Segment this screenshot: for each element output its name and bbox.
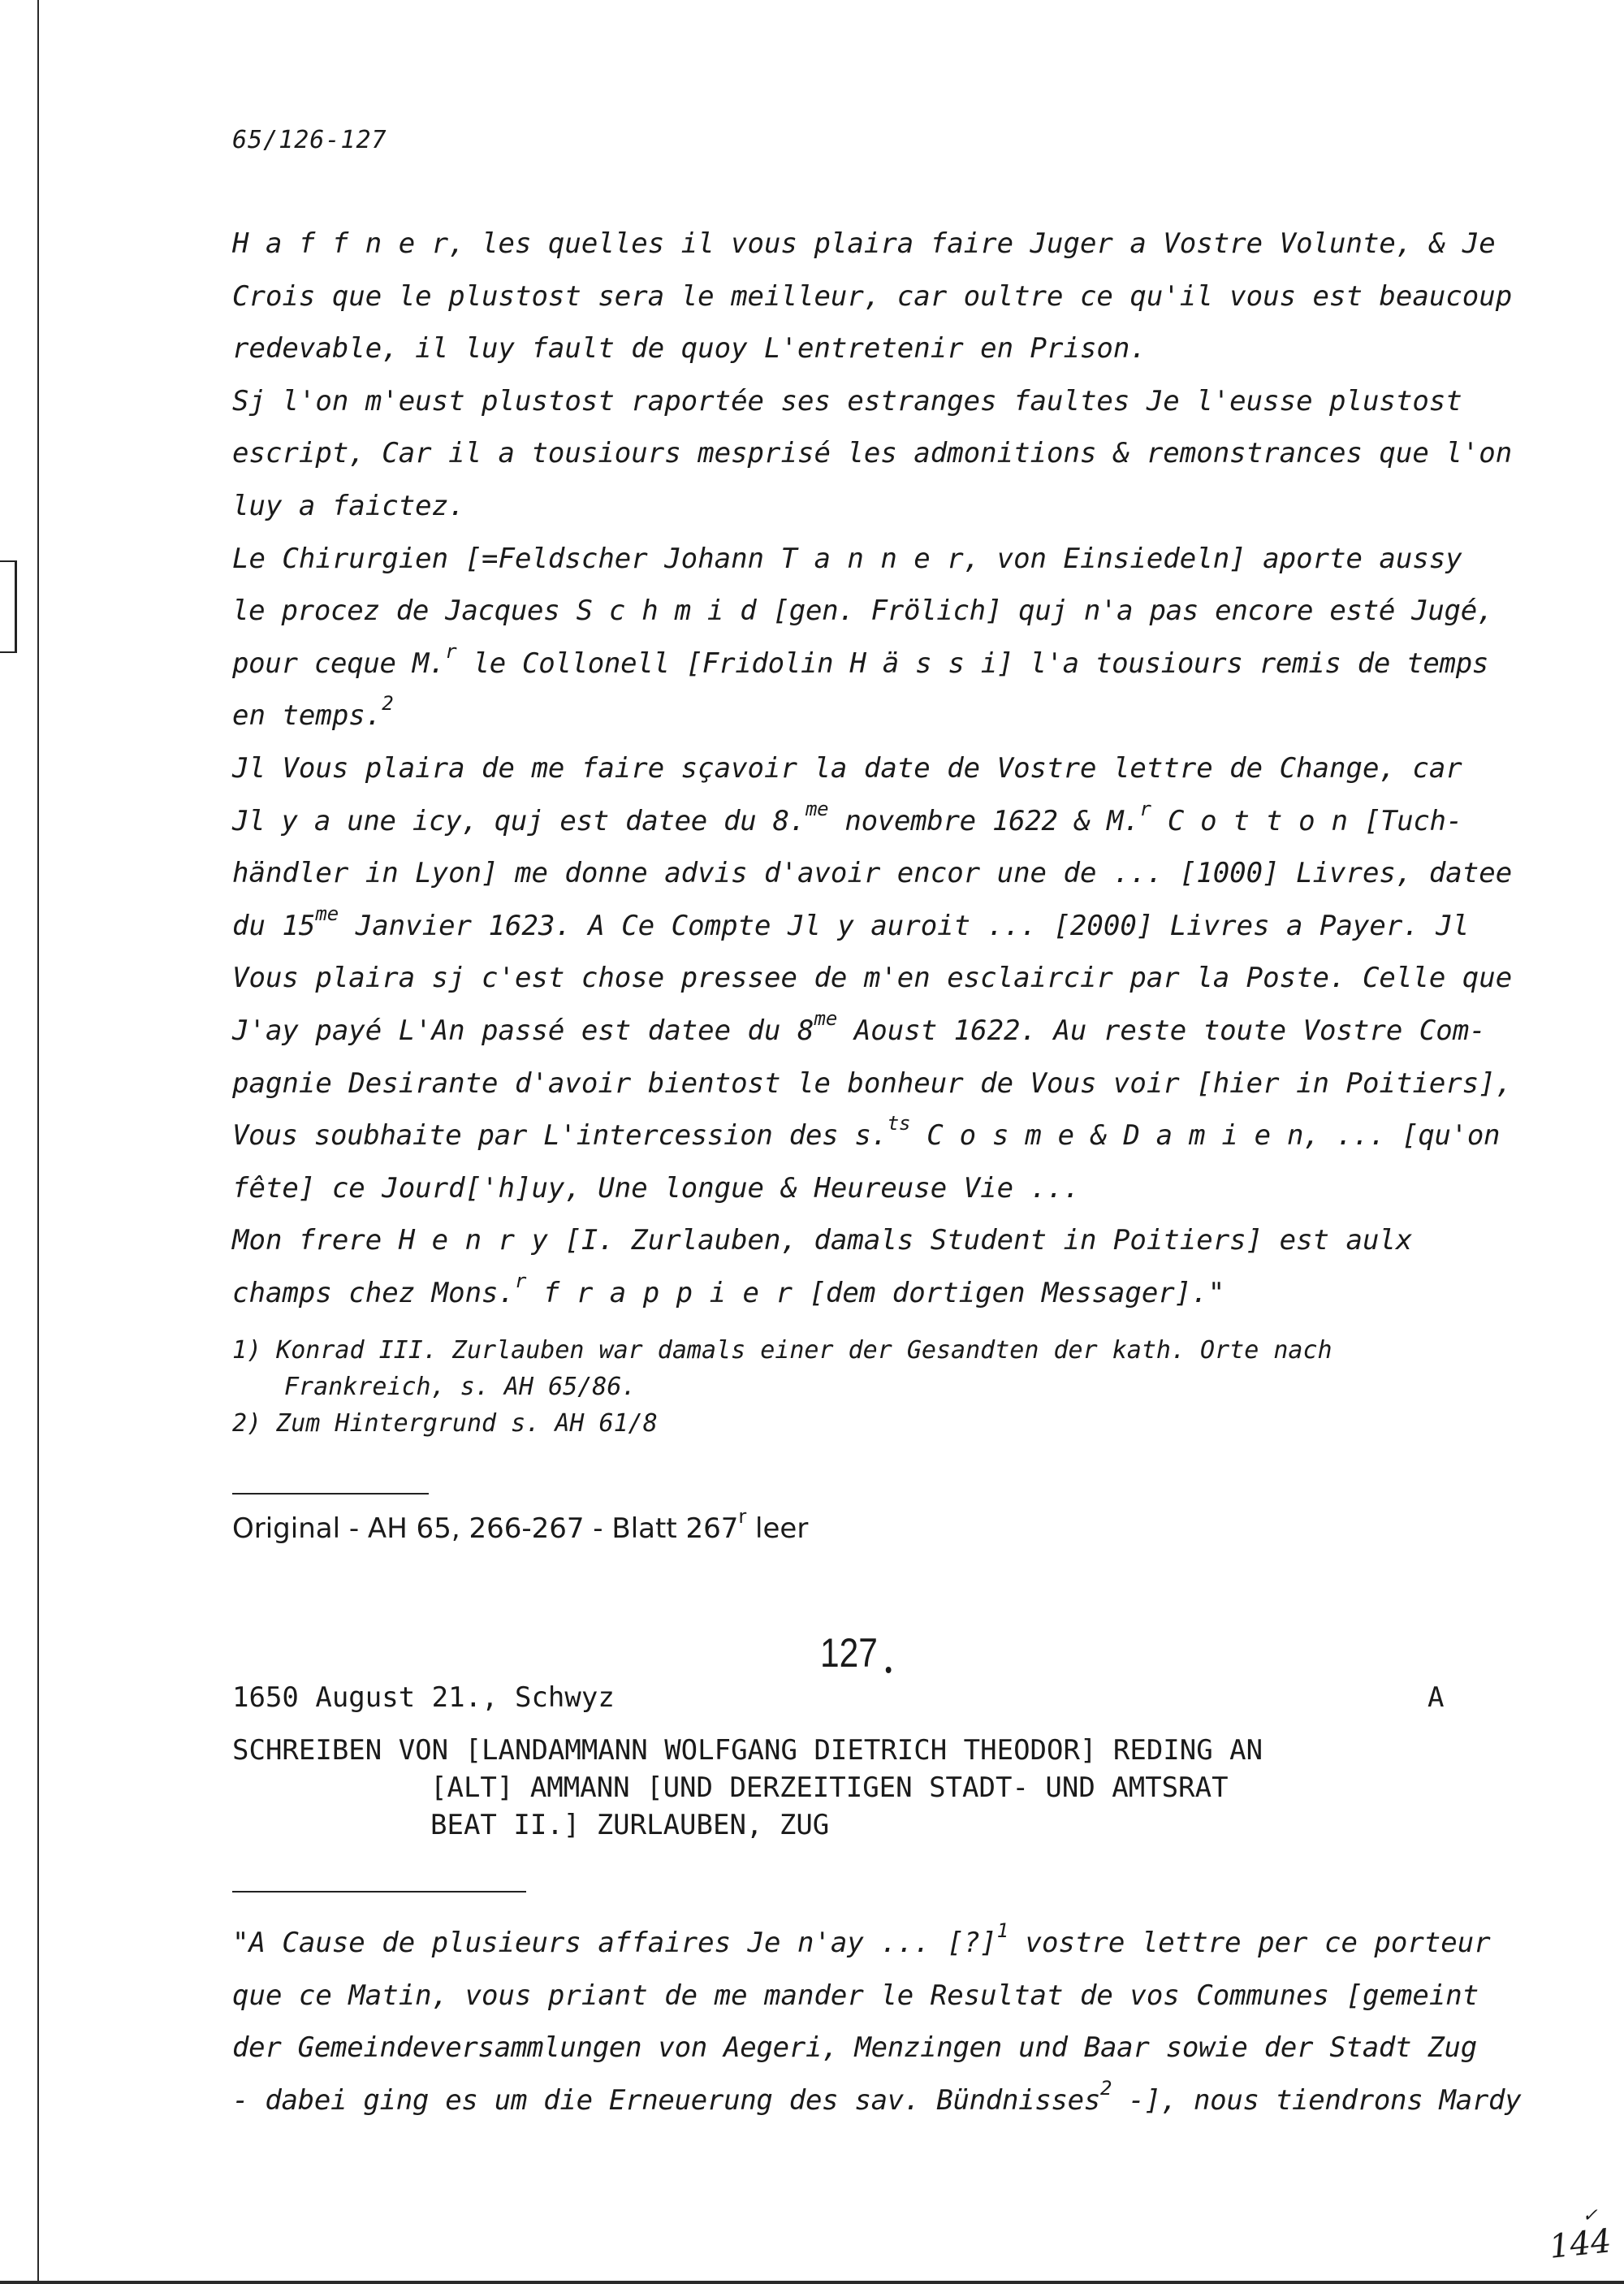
letter-line: pour ceque M.$^r$ le Collonell [Fridolin H ä s s i] l'a tousiours remis de temps bbox=[232, 639, 1489, 680]
quote-line: - dabei ging es um die Erneuerung des sav. Bündnisses$^2$ -], nous tiendrons Mardy bbox=[232, 2076, 1522, 2117]
letter-line: redevable, il luy fault de quoy L'entretenir en Prison. bbox=[232, 332, 1147, 366]
letter-line: Le Chirurgien [=Feldscher Johann T a n n e r, von Einsiedeln] aporte aussy bbox=[232, 542, 1462, 575]
letter-line: Crois que le plustost sera le meilleur, car oultre ce qu'il vous est beaucoup bbox=[232, 279, 1513, 313]
letter-line: Jl y a une icy, quj est datee du 8.$^{me}$ novembre 1622 & M.$^r$ C o t t o n [Tuch- bbox=[232, 797, 1462, 837]
quote-line: que ce Matin, vous priant de me mander le Resultat de vos Communes [gemeint bbox=[232, 1979, 1479, 2012]
letter-body bbox=[232, 218, 1540, 1319]
section-divider bbox=[232, 1891, 526, 1893]
heading-line: SCHREIBEN VON [LANDAMMANN WOLFGANG DIETRICH THEODOR] REDING AN bbox=[232, 1734, 1263, 1767]
letter-line: le procez de Jacques S c h m i d [gen. Frölich] quj n'a pas encore esté Jugé, bbox=[232, 595, 1494, 628]
letter-line: Vous soubhaite par L'intercession des s.$^{ts}$ C o s m e & D a m i e n, ... [qu'on bbox=[232, 1112, 1501, 1153]
letter-line: H a f f n e r, les quelles il vous plaira faire Juger a Vostre Volunte, & Je bbox=[232, 227, 1496, 260]
handwritten-page-number: 144 bbox=[1547, 2222, 1613, 2266]
letter-line: Sj l'on m'eust plustost raportée ses estranges faultes Je l'eusse plustost bbox=[232, 384, 1462, 417]
bottom-page-edge bbox=[0, 2281, 1624, 2284]
original-source-note: Original - AH 65, 266-267 - Blatt 267$^r$ leer bbox=[232, 1505, 809, 1545]
letter-line: pagnie Desirante d'avoir bientost le bonheur de Vous voir [hier in Poitiers], bbox=[232, 1066, 1513, 1100]
letter-line: fête] ce Jourd['h]uy, Une longue & Heureuse Vie ... bbox=[232, 1171, 1080, 1205]
document-type-code: A bbox=[1427, 1681, 1445, 1714]
letter-line: en temps.$^2$ bbox=[232, 692, 394, 733]
left-page-edge bbox=[37, 0, 39, 2284]
page-reference: 65/126-127 bbox=[232, 126, 387, 154]
letter-line: champs chez Mons.$^r$ f r a p p i e r [dem dortigen Messager]." bbox=[232, 1269, 1225, 1309]
quote-line: der Gemeindeversammlungen von Aegeri, Menzingen und Baar sowie der Stadt Zug bbox=[232, 2031, 1477, 2065]
document-heading bbox=[232, 1732, 1263, 1844]
letter-line: escript, Car il a tousiours mesprisé les admonitions & remonstrances que l'on bbox=[232, 437, 1513, 470]
quoted-letter bbox=[232, 1917, 1540, 2126]
footnote-1-continued: Frankreich, s. AH 65/86. bbox=[284, 1373, 637, 1401]
quote-line: "A Cause de plusieurs affaires Je n'ay ... [?]$^1$ vostre lettre per ce porteur bbox=[232, 1919, 1491, 1959]
letter-line: Jl Vous plaira de me faire sçavoir la date de Vostre lettre de Change, car bbox=[232, 751, 1462, 785]
letter-line: Vous plaira sj c'est chose pressee de m'en esclaircir par la Poste. Celle que bbox=[232, 962, 1513, 995]
footnotes bbox=[232, 1332, 1332, 1442]
footnote-2: 2) Zum Hintergrund s. AH 61/8 bbox=[232, 1409, 658, 1438]
checkmark-icon: ✓ bbox=[1583, 2203, 1596, 2227]
letter-line: luy a faictez. bbox=[232, 489, 465, 522]
section-divider bbox=[232, 1493, 429, 1495]
document-number: 127 bbox=[820, 1629, 878, 1676]
letter-line: händler in Lyon] me donne advis d'avoir encor une de ... [1000] Livres, datee bbox=[232, 857, 1513, 890]
footnote-1: 1) Konrad III. Zurlauben war damals einer der Gesandten der kath. Orte nach bbox=[232, 1336, 1332, 1365]
heading-line: [ALT] AMMANN [UND DERZEITIGEN STADT- UND AMTSRAT bbox=[430, 1771, 1229, 1804]
letter-line: Mon frere H e n r y [I. Zurlauben, damals Student in Poitiers] est aulx bbox=[232, 1224, 1413, 1257]
margin-bracket-mark bbox=[0, 560, 17, 653]
document-dateline: 1650 August 21., Schwyz bbox=[232, 1681, 615, 1714]
letter-line: du $15^{me}$ Janvier 1623. A Ce Compte Jl y auroit ... [2000] Livres a Payer. Jl bbox=[232, 902, 1470, 942]
heading-line: BEAT II.] ZURLAUBEN, ZUG bbox=[430, 1809, 830, 1841]
letter-line: J'ay payé L'An passé est datee du $8^{me}$ Aoust 1622. Au reste toute Vostre Com- bbox=[232, 1006, 1486, 1047]
